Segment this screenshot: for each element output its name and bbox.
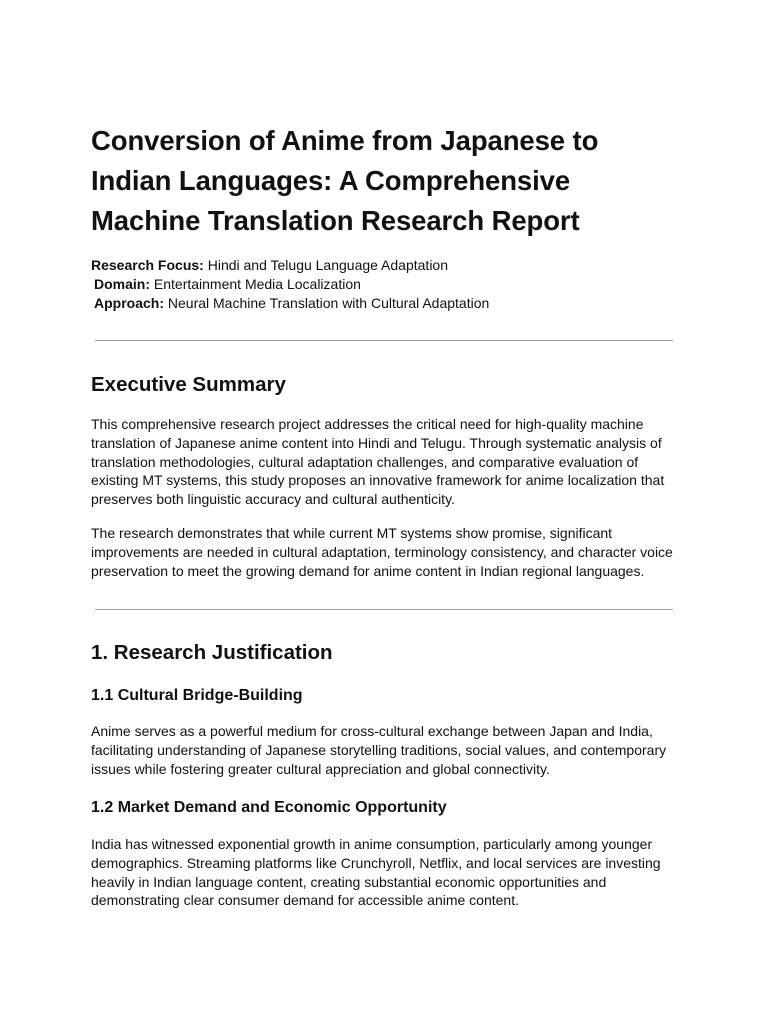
text-line: preserves both linguistic accuracy and cultural authenticity.: [91, 491, 455, 508]
meta-label: Research Focus:: [91, 257, 204, 273]
horizontal-divider: [95, 609, 673, 610]
executive-summary-paragraph-2: [91, 524, 681, 580]
executive-summary-paragraph-1: [91, 415, 681, 509]
text-line: heavily in Indian language content, creating substantial economic opportunities and: [91, 873, 607, 890]
text-line: improvements are needed in cultural adaptation, terminology consistency, and character voice: [91, 543, 673, 560]
meta-domain: [91, 275, 691, 294]
meta-label: Approach:: [94, 295, 164, 311]
text-line: The research demonstrates that while current MT systems show promise, significant: [91, 525, 613, 541]
section-1-2-paragraph: [91, 835, 681, 910]
text-line: preservation to meet the growing demand for anime content in Indian regional languages.: [91, 562, 645, 579]
meta-value: Entertainment Media Localization: [150, 276, 361, 292]
section-1-2-heading: 1.2 Market Demand and Economic Opportunity: [91, 799, 447, 816]
text-line: facilitating understanding of Japanese storytelling traditions, social values, and contemporary: [91, 741, 667, 758]
text-line: translation methodologies, cultural adaptation challenges, and comparative evaluation of: [91, 453, 639, 470]
text-line: existing MT systems, this study proposes an innovative framework for anime localization that: [91, 472, 665, 489]
meta-label: Domain:: [94, 276, 150, 292]
text-line: issues while fostering greater cultural appreciation and global connectivity.: [91, 760, 550, 777]
executive-summary-heading: Executive Summary: [91, 373, 286, 396]
text-line: This comprehensive research project addresses the critical need for high-quality machine: [91, 416, 644, 432]
document-title: [91, 121, 691, 241]
section-1-1-heading: 1.1 Cultural Bridge-Building: [91, 687, 303, 704]
title-line: Machine Translation Research Report: [91, 205, 580, 236]
text-line: demonstrating clear consumer demand for accessible anime content.: [91, 892, 519, 909]
section-1-1-paragraph: [91, 722, 681, 778]
title-line: Conversion of Anime from Japanese to: [91, 125, 599, 156]
metadata-block: [91, 256, 691, 313]
text-line: translation of Japanese anime content into Hindi and Telugu. Through systematic analysis of: [91, 434, 662, 451]
horizontal-divider: [95, 340, 673, 341]
text-line: demographics. Streaming platforms like Crunchyroll, Netflix, and local services are investing: [91, 854, 661, 871]
text-line: India has witnessed exponential growth in anime consumption, particularly among younger: [91, 836, 653, 852]
meta-value: Neural Machine Translation with Cultural Adaptation: [164, 295, 490, 311]
meta-value: Hindi and Telugu Language Adaptation: [203, 257, 449, 273]
meta-approach: [91, 294, 691, 313]
text-line: Anime serves as a powerful medium for cross-cultural exchange between Japan and India,: [91, 723, 653, 739]
meta-research-focus: [91, 256, 691, 275]
title-line: Indian Languages: A Comprehensive: [91, 165, 571, 196]
research-justification-heading: 1. Research Justification: [91, 641, 333, 664]
